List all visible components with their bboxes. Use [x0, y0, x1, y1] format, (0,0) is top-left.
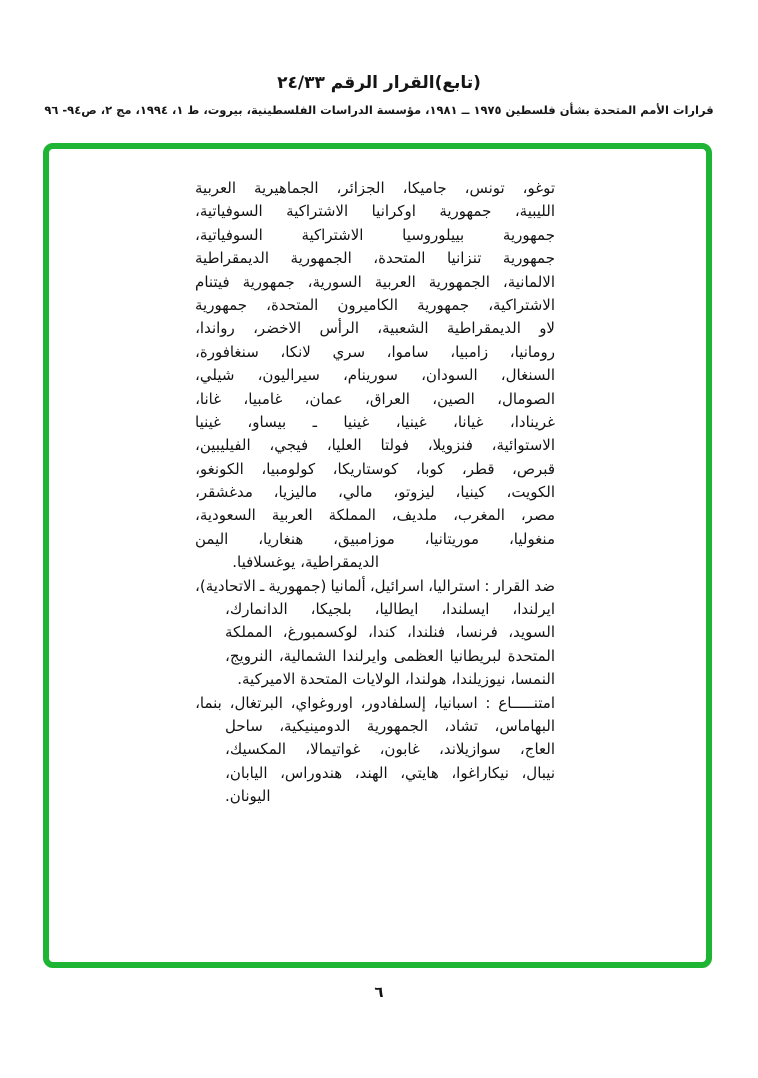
in-favor-continuation-line: الاشتراكية، جمهورية الكاميرون المتحدة، جمهورية	[195, 295, 555, 314]
abstain-vote-line: نيبال، نيكاراغوا، هايتي، الهند، هندوراس، اليابان،	[225, 763, 555, 782]
in-favor-continuation-line: مصر، المغرب، ملديف، المملكة العربية السعودية،	[195, 506, 555, 525]
in-favor-continuation-line: غرينادا، غيانا، غينيا، غينيا ـ بيساو، غينيا	[195, 412, 555, 431]
against-vote-line: ايرلندا، ايسلندا، ايطاليا، بلجيكا، الدانمارك،	[225, 600, 555, 619]
in-favor-continuation-line: جمهورية بييلوروسيا الاشتراكية السوفياتية،	[195, 225, 555, 244]
abstain-vote-line: العاج، سوازيلاند، غابون، غواتيمالا، المكسيك،	[225, 740, 555, 759]
in-favor-continuation-line: رومانيا، زامبيا، ساموا، سري لانكا، سنغافورة،	[195, 342, 555, 361]
source-citation-line: قرارات الأمم المتحدة بشأن فلسطين ١٩٧٥ ــ ١٩٨١، مؤسسة الدراسات الفلسطينية، بيروت، ط ١، ١٩٩٤، مج ٢، ص٩٤- ٩٦	[44, 103, 714, 117]
in-favor-continuation-line: منغوليا، موريتانيا، موزامبيق، هنغاريا، اليمن	[195, 529, 555, 548]
in-favor-continuation-line: الكويت، كينيا، ليزوتو، مالي، ماليزيا، مدغشقر،	[195, 483, 555, 502]
in-favor-continuation-line: الاستوائية، فنزويلا، فولتا العليا، فيجي، الفيليبين،	[195, 436, 555, 455]
in-favor-continuation-line: توغو، تونس، جاميكا، الجزائر، الجماهيرية العربية	[195, 179, 555, 197]
against-vote-line: النمسا، نيوزيلندا، هولندا، الولايات المتحدة الاميركية.	[237, 670, 555, 689]
in-favor-continuation-line: جمهورية تنزانيا المتحدة، الجمهورية الديمقراطية	[195, 249, 555, 268]
vote-label: ضد القرار	[493, 576, 555, 595]
against-vote-line: المتحدة لبريطانيا العظمى وايرلندا الشمالية، النرويج،	[225, 646, 555, 665]
in-favor-continuation-line: الالمانية، الجمهورية العربية السورية، جمهورية فيتنام	[195, 272, 555, 291]
resolution-title: (تابع)القرار الرقم ٢٤/٣٣	[277, 73, 481, 93]
in-favor-continuation-line: السنغال، السودان، سورينام، سيراليون، شيلي،	[195, 366, 555, 385]
in-favor-continuation-line: الديمقراطية، يوغسلافيا.	[232, 553, 379, 572]
label-colon: :	[484, 576, 490, 595]
resolution-vote-text	[195, 177, 555, 809]
page-number: ٦	[374, 983, 384, 1001]
abstain-vote-line: اليونان.	[225, 787, 271, 806]
in-favor-continuation-line: قبرص، قطر، كوبا، كوستاريكا، كولومبيا، الكونغو،	[195, 459, 555, 478]
abstain-vote-line: البهاماس، تشاد، الجمهورية الدومينيكية، ساحل	[225, 716, 555, 735]
in-favor-continuation-line: الليبية، جمهورية اوكرانيا الاشتراكية السوفياتية،	[195, 202, 555, 221]
abstain-vote-line: امتنـــــاع : اسبانيا، إلسلفادور، اوروغواي، البرتغال، بنما،	[195, 692, 555, 715]
against-vote-line: السويد، فرنسا، فنلندا، كندا، لوكسمبورغ، المملكة	[225, 623, 555, 642]
against-vote-line: ضد القرار : استراليا، اسرائيل، ألمانيا (جمهورية ـ الاتحادية)،	[195, 575, 555, 598]
vote-label: امتنـــــاع	[498, 693, 555, 712]
label-colon: :	[485, 693, 491, 712]
in-favor-continuation-line: لاو الديمقراطية الشعبية، الرأس الاخضر، رواندا،	[195, 319, 555, 338]
in-favor-continuation-line: الصومال، الصين، العراق، عمان، غامبيا، غانا،	[195, 389, 555, 408]
